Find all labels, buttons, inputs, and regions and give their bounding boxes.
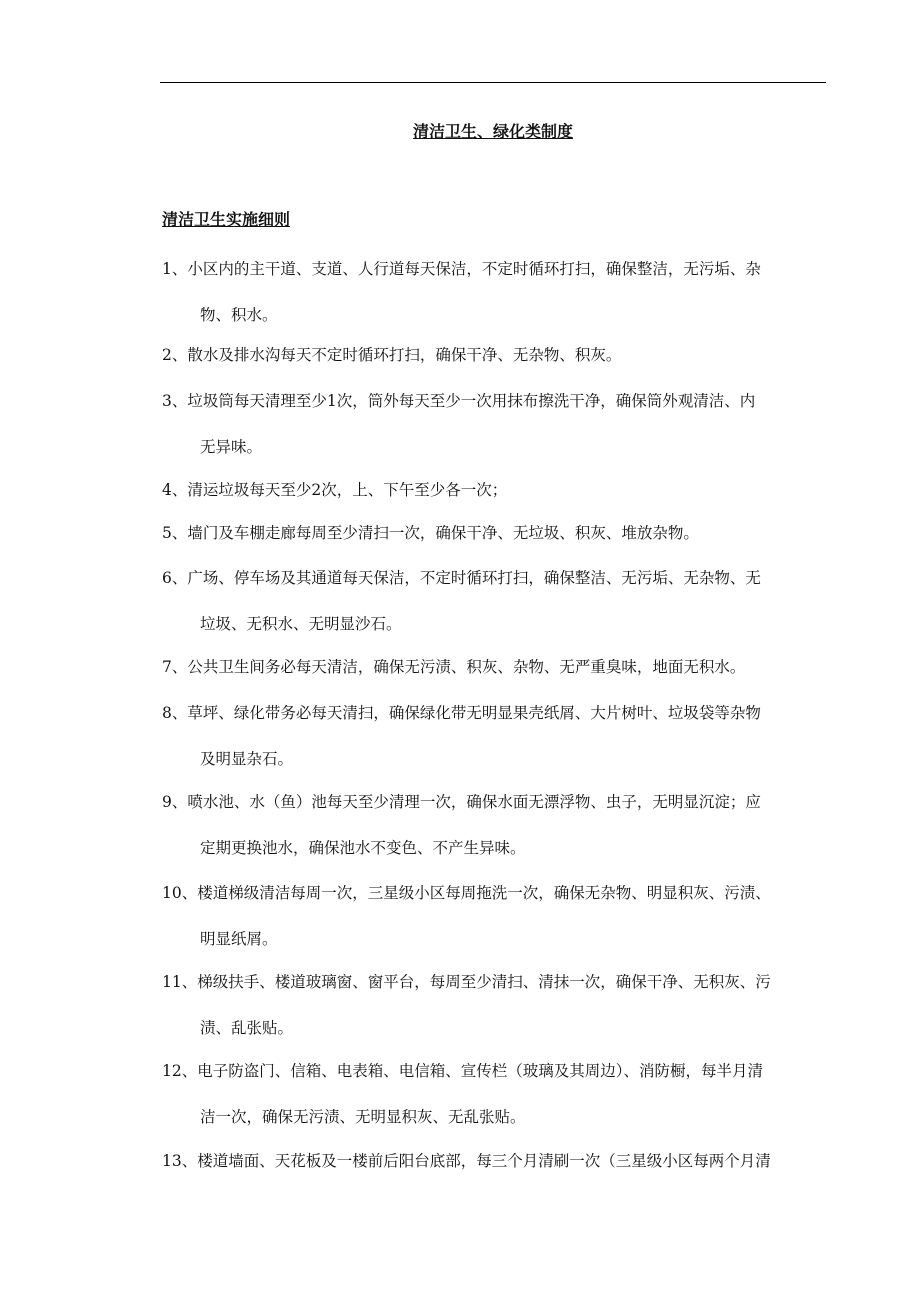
list-item (162, 467, 826, 513)
item-text-line: 6、广场、停车场及其通道每天保洁，不定时循环打扫，确保整洁、无污垢、无杂物、无 (162, 569, 761, 587)
list-item (162, 332, 826, 378)
item-text-line: 物、积水。 (200, 306, 278, 324)
item-text-line: 12、电子防盗门、信箱、电表箱、电信箱、宣传栏（玻璃及其周边）、消防橱，每半月清 (162, 1062, 763, 1080)
list-item (162, 510, 826, 556)
item-text-line: 3、垃圾筒每天清理至少1次，筒外每天至少一次用抹布擦洗干净，确保筒外观清洁、内 (162, 392, 756, 410)
item-text-line: 明显纸屑。 (200, 930, 278, 948)
list-item (162, 690, 826, 782)
list-item (162, 555, 826, 647)
item-text-line: 1、小区内的主干道、支道、人行道每天保洁，不定时循环打扫，确保整洁，无污垢、杂 (162, 260, 761, 278)
item-text-line: 2、散水及排水沟每天不定时循环打扫，确保干净、无杂物、积灰。 (162, 346, 622, 364)
list-item (162, 378, 826, 470)
item-text-line: 及明显杂石。 (200, 750, 294, 768)
list-item (162, 644, 826, 690)
item-text-line: 13、楼道墙面、天花板及一楼前后阳台底部，每三个月清刷一次（三星级小区每两个月清 (162, 1152, 771, 1170)
item-text-line: 洁一次，确保无污渍、无明显积灰、无乱张贴。 (200, 1108, 526, 1126)
item-text-line: 10、楼道梯级清洁每周一次，三星级小区每周拖洗一次，确保无杂物、明显积灰、污渍、 (162, 884, 771, 902)
item-text-line: 5、墙门及车棚走廊每周至少清扫一次，确保干净、无垃圾、积灰、堆放杂物。 (162, 524, 699, 542)
item-text-line: 垃圾、无积水、无明显沙石。 (200, 615, 402, 633)
item-text-line: 8、草坪、绿化带务必每天清扫，确保绿化带无明显果壳纸屑、大片树叶、垃圾袋等杂物 (162, 704, 761, 722)
list-item (162, 246, 826, 338)
list-item (162, 870, 826, 962)
item-text-line: 渍、乱张贴。 (200, 1019, 294, 1037)
item-text-line: 9、喷水池、水（鱼）池每天至少清理一次，确保水面无漂浮物、虫子，无明显沉淀；应 (162, 793, 761, 811)
item-text-line: 定期更换池水，确保池水不变色、不产生异味。 (200, 839, 526, 857)
list-item (162, 779, 826, 871)
item-text-line: 无异味。 (200, 438, 263, 456)
list-item (162, 1048, 826, 1140)
header-rule (160, 82, 826, 83)
item-text-line: 11、梯级扶手、楼道玻璃窗、窗平台，每周至少清扫、清抹一次，确保干净、无积灰、污 (162, 973, 771, 991)
item-text-line: 7、公共卫生间务必每天清洁，确保无污渍、积灰、杂物、无严重臭味，地面无积水。 (162, 658, 746, 676)
section-heading: 清洁卫生实施细则 (162, 210, 291, 229)
list-item (162, 1138, 826, 1184)
item-text-line: 4、清运垃圾每天至少2次，上、下午至少各一次； (162, 481, 508, 499)
list-item (162, 959, 826, 1051)
document-title: 清洁卫生、绿化类制度 (412, 122, 573, 141)
